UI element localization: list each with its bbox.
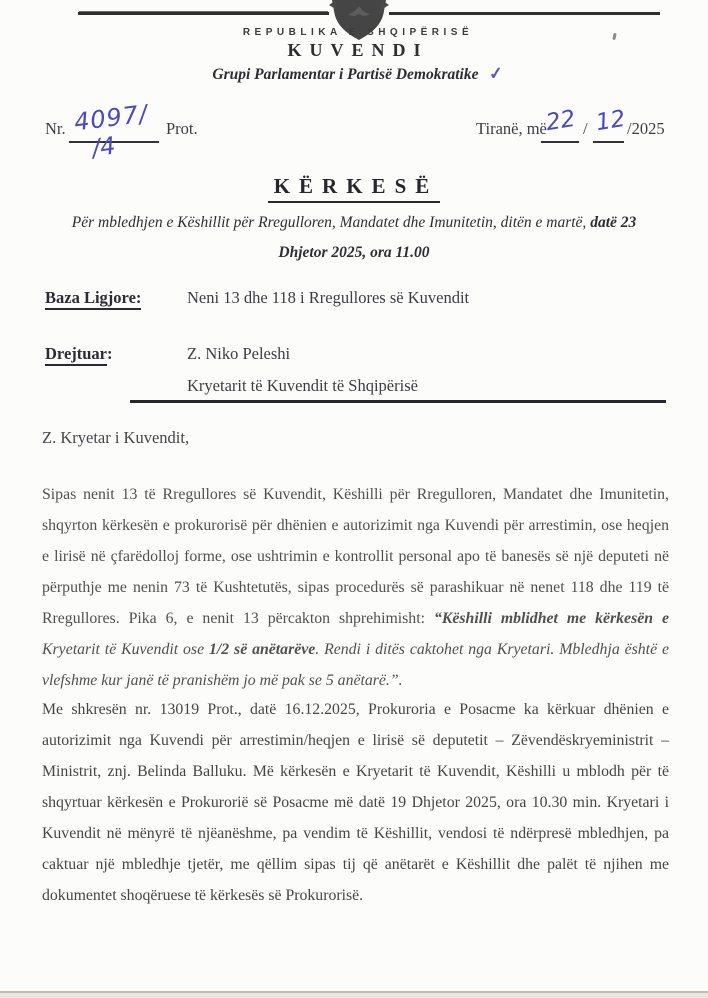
assembly-title: KUVENDI <box>287 40 429 60</box>
subtitle-bold-date: datë 23 <box>590 214 637 231</box>
document-subtitle-line1 <box>24 214 684 232</box>
salutation: Z. Kryetar i Kuvendit, <box>42 428 190 447</box>
address-separator-rule <box>130 400 666 403</box>
scan-edge-strip <box>0 993 708 998</box>
date-month-handwritten: 12 <box>594 105 628 137</box>
addressed-name: Z. Niko Peleshi <box>187 344 291 363</box>
legal-basis-value: Neni 13 dhe 118 i Rregullores së Kuvendit <box>187 288 470 307</box>
checkmark-icon: ✓ <box>488 63 505 84</box>
addressed-label: Drejtuar: <box>45 344 113 364</box>
date-slash: / <box>583 119 588 138</box>
header-rule-right <box>389 12 660 15</box>
body-paragraph-1: Sipas nenit 13 të Rregullores së Kuvendit, Këshilli për Rregulloren, Mandatet dhe Imunitetin, shqyrton kërkesën e prokurorisë për dhënien e autorizimit nga Kuvendi për arrestimin, ose heqjen e lirisë në çfarëdolloj forme, ose ushtrimin e kontrollit personal apo të banesës së një deputeti në përputhje me nenin 73 të Kushtetutës, sipas procedurës së parashikuar në nenet 118 dhe 119 të Rregullores. Pika 6, e nenit 13 përcakton shprehimisht: “Këshilli mblidhet me kërkesën e Kryetarit të Kuvendit ose 1/2 së anëtarëve. Rendi i ditës caktohet nga Kryetari. Mbledhja është e vlefshme kur janë të pranishëm jo më pak se 5 anëtarë.”. <box>42 486 669 689</box>
addressed-title: Kryetarit të Kuvendit të Shqipërisë <box>187 376 418 395</box>
date-day-handwritten: 22 <box>544 105 578 137</box>
date-year: /2025 <box>627 119 665 138</box>
parliamentary-group-line <box>4 64 708 84</box>
protocol-nr-label: Nr. <box>45 119 66 138</box>
parliamentary-group-label: Grupi Parlamentar i Partisë Demokratike <box>212 66 479 83</box>
protocol-prot-label: Prot. <box>166 119 198 138</box>
body-paragraph-2: Me shkresën nr. 13019 Prot., datë 16.12.2025, Prokuroria e Posacme ka kërkuar dhënien e autorizimit nga Kuvendi për arrestimin/heqjen e lirisë së deputetit – Zëvendëskryeministrit – Ministrit, znj. Belinda Balluku. Më kërkesën e Kryetarit të Kuvendit, Këshilli u mblodh për të shqyrtuar kërkesën e Prokurorië së Posacme më datë 19 Dhjetor 2025, ora 10.30 min. Kryetari i Kuvendit në mënyrë të njëanëshme, pa vendim të Këshillit, vendosi të ndërpresë mbledhjen, pa caktuar një mbledhje tjetër, me qëllim sipas tij që anëtarët e Këshillit dhe palët të njihen me dokumentet shoqëruese të kërkesës së Prokurorisë. <box>42 701 669 904</box>
protocol-nr-handwritten: 4097/ <box>72 99 150 137</box>
legal-basis-label: Baza Ligjore: <box>45 288 141 308</box>
date-day-underline <box>541 141 579 143</box>
date-month-underline <box>593 141 624 143</box>
republic-title: REPUBLIKA E SHQIPËRISË <box>242 27 474 38</box>
document-subtitle-line2: Dhjetor 2025, ora 11.00 <box>278 244 430 261</box>
document-title-row <box>0 174 708 199</box>
header-rule-left <box>78 12 329 15</box>
document-title: KËRKESË <box>268 174 441 203</box>
date-place-label: Tiranë, më <box>476 119 547 138</box>
subtitle-normal-text: Për mbledhjen e Këshillit për Rregulloren, Mandatet dhe Imunitetin, ditën e martë, <box>71 214 591 231</box>
protocol-nr-sub-handwritten: /4 <box>90 131 118 163</box>
